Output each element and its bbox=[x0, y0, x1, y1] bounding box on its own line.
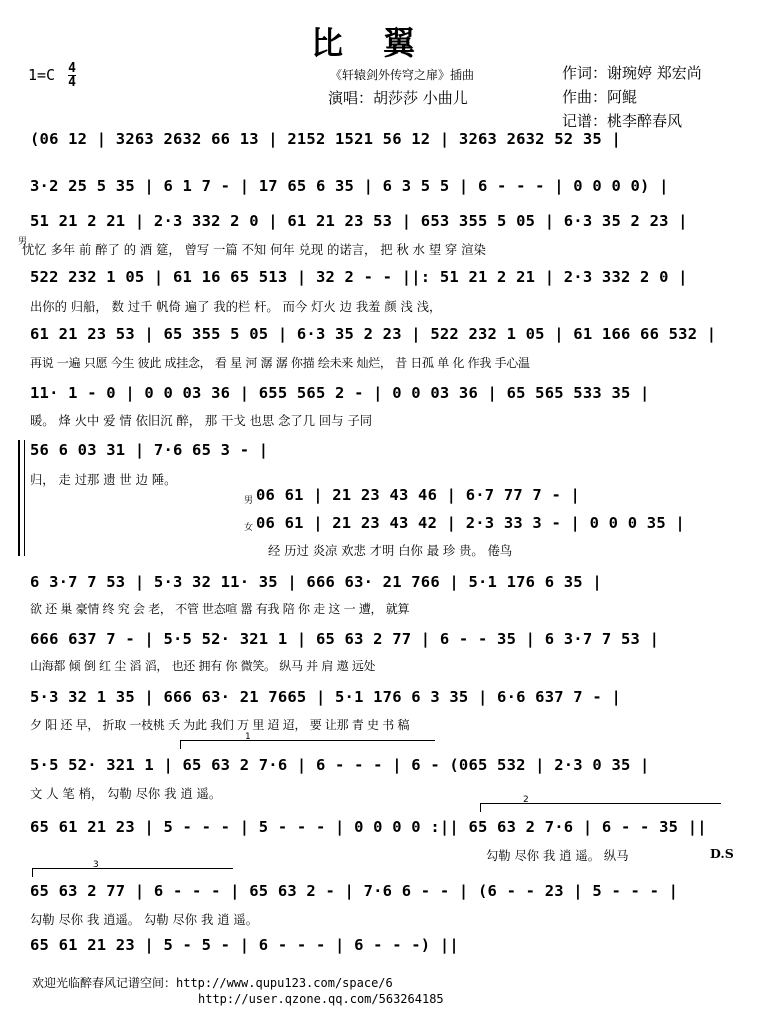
lyrics-line-7: 归， 走 过那 遗 世 边 陲。 bbox=[30, 473, 177, 487]
lyrics-line-5: 再说 一遍 只愿 今生 彼此 成挂念， 看 星 河 潺 潺 你描 绘未来 灿烂， 昔 日孤 单 化 作我 手心温 bbox=[30, 356, 530, 370]
voice-mark-female: 女 bbox=[244, 523, 254, 533]
notation-line-11: 666 637 7 - | 5·5 52· 321 1 | 65 63 2 77 | 6 - - 35 | 6 3·7 7 53 | bbox=[30, 630, 660, 648]
notation-line-3: 51 21 2 21 | 2·3 332 2 0 | 61 21 23 53 | 653 355 5 05 | 6·3 35 2 23 | bbox=[30, 212, 688, 230]
time-signature bbox=[68, 62, 76, 89]
lyrics-line-10: 欲 还 巢 豪情 终 究 会 老， 不管 世态喧 嚣 有我 陪 你 走 这 一 遭， 就算 bbox=[30, 602, 410, 616]
lyrics-line-13: 文 人 笔 梢， 勾勒 尽你 我 逍 遥。 bbox=[30, 787, 222, 801]
lyrics-line-14: 勾勒 尽你 我 逍 遥。 纵马 bbox=[486, 849, 629, 863]
lyrics-line-6: 暖。 烽 火中 爱 情 依旧沉 醉， 那 干戈 也思 念了几 回与 子同 bbox=[30, 414, 373, 428]
notation-line-9: 06 61 | 21 23 43 42 | 2·3 33 3 - | 0 0 0 35 | bbox=[256, 514, 685, 532]
lyrics-line-3: 忧忆 多年 前 醉了 的 酒 筵， 曾写 一篇 不知 何年 兑现 的诺言， 把 秋 水 望 穿 渲染 bbox=[22, 243, 486, 257]
source-note: 《轩辕剑外传穹之扉》插曲 bbox=[330, 68, 475, 82]
lyrics-line-9: 经 历过 炎凉 欢悲 才明 白你 最 珍 贵。 倦鸟 bbox=[268, 544, 513, 558]
lyrics-line-11: 山海都 倾 倒 红 尘 滔 滔， 也还 拥有 你 微笑。 纵马 并 肩 遨 远处 bbox=[30, 659, 376, 673]
key-label: 1=C bbox=[28, 66, 56, 84]
footer-line-1[interactable]: 欢迎光临醉春风记谱空间：http://www.qupu123.com/space/6 bbox=[32, 976, 393, 990]
notation-line-7: 56 6 03 31 | 7·6 65 3 - | bbox=[30, 441, 269, 459]
system-bracket bbox=[18, 440, 20, 556]
volta-first bbox=[180, 732, 435, 749]
notation-line-8: 06 61 | 21 23 43 46 | 6·7 77 7 - | bbox=[256, 486, 581, 504]
notation-line-16: 65 61 21 23 | 5 - 5 - | 6 - - - | 6 - - -) || bbox=[30, 936, 459, 954]
notation-line-1: (06 12 | 3263 2632 66 13 | 2152 1521 56 12 | 3263 2632 52 35 | bbox=[30, 130, 621, 148]
notation-line-13: 5·5 52· 321 1 | 65 63 2 7·6 | 6 - - - | 6 - (065 532 | 2·3 0 35 | bbox=[30, 756, 650, 774]
notation-line-10: 6 3·7 7 53 | 5·3 32 11· 35 | 666 63· 21 766 | 5·1 176 6 35 | bbox=[30, 573, 602, 591]
lyricist: 作词：谢琬婷 郑宏尚 bbox=[562, 64, 702, 82]
lyrics-line-15: 勾勒 尽你 我 逍遥。 勾勒 尽你 我 逍 遥。 bbox=[30, 913, 259, 927]
notation-line-2: 3·2 25 5 35 | 6 1 7 - | 17 65 6 35 | 6 3 5 5 | 6 - - - | 0 0 0 0) | bbox=[30, 177, 669, 195]
volta-second-label: 2 bbox=[523, 795, 529, 805]
composer: 作曲：阿鲲 bbox=[562, 88, 638, 106]
ds-mark: D.S bbox=[710, 846, 734, 861]
transcriber: 记谱：桃李醉春风 bbox=[562, 112, 683, 130]
time-signature-bottom: 4 bbox=[68, 75, 76, 90]
notation-line-15: 65 63 2 77 | 6 - - - | 65 63 2 - | 7·6 6 - - | (6 - - 23 | 5 - - - | bbox=[30, 882, 679, 900]
volta-third bbox=[32, 860, 233, 877]
voice-mark-male: 男 bbox=[18, 237, 28, 247]
time-signature-top: 4 bbox=[68, 61, 76, 76]
song-title: 比翼 bbox=[310, 24, 455, 62]
notation-line-14: 65 61 21 23 | 5 - - - | 5 - - - | 0 0 0 0 :|| 65 63 2 7·6 | 6 - - 35 || bbox=[30, 818, 707, 836]
volta-second bbox=[480, 795, 721, 812]
notation-line-12: 5·3 32 1 35 | 666 63· 21 7665 | 5·1 176 6 3 35 | 6·6 637 7 - | bbox=[30, 688, 621, 706]
volta-first-label: 1 bbox=[245, 732, 251, 742]
notation-line-5: 61 21 23 53 | 65 355 5 05 | 6·3 35 2 23 | 522 232 1 05 | 61 166 66 532 | bbox=[30, 325, 717, 343]
footer-line-2[interactable]: http://user.qzone.qq.com/563264185 bbox=[198, 992, 444, 1006]
key-signature bbox=[28, 62, 76, 89]
system-bracket-inner bbox=[24, 440, 25, 556]
voice-mark-male-2: 男 bbox=[244, 496, 254, 506]
lyrics-line-4: 出你的 归船， 数 过千 帆倚 遍了 我的栏 杆。 而今 灯火 边 我羞 颜 浅 浅， bbox=[30, 300, 442, 314]
notation-line-4: 522 232 1 05 | 61 16 65 513 | 32 2 - - ||: 51 21 2 21 | 2·3 332 2 0 | bbox=[30, 268, 688, 286]
lyrics-line-12: 夕 阳 还 早， 折取 一枝桃 夭 为此 我们 万 里 迢 迢， 要 让那 青 史 书 稿 bbox=[30, 718, 410, 732]
notation-line-6: 11· 1 - 0 | 0 0 03 36 | 655 565 2 - | 0 0 03 36 | 65 565 533 35 | bbox=[30, 384, 650, 402]
performers: 演唱：胡莎莎 小曲儿 bbox=[328, 89, 468, 107]
volta-third-label: 3 bbox=[93, 860, 99, 870]
